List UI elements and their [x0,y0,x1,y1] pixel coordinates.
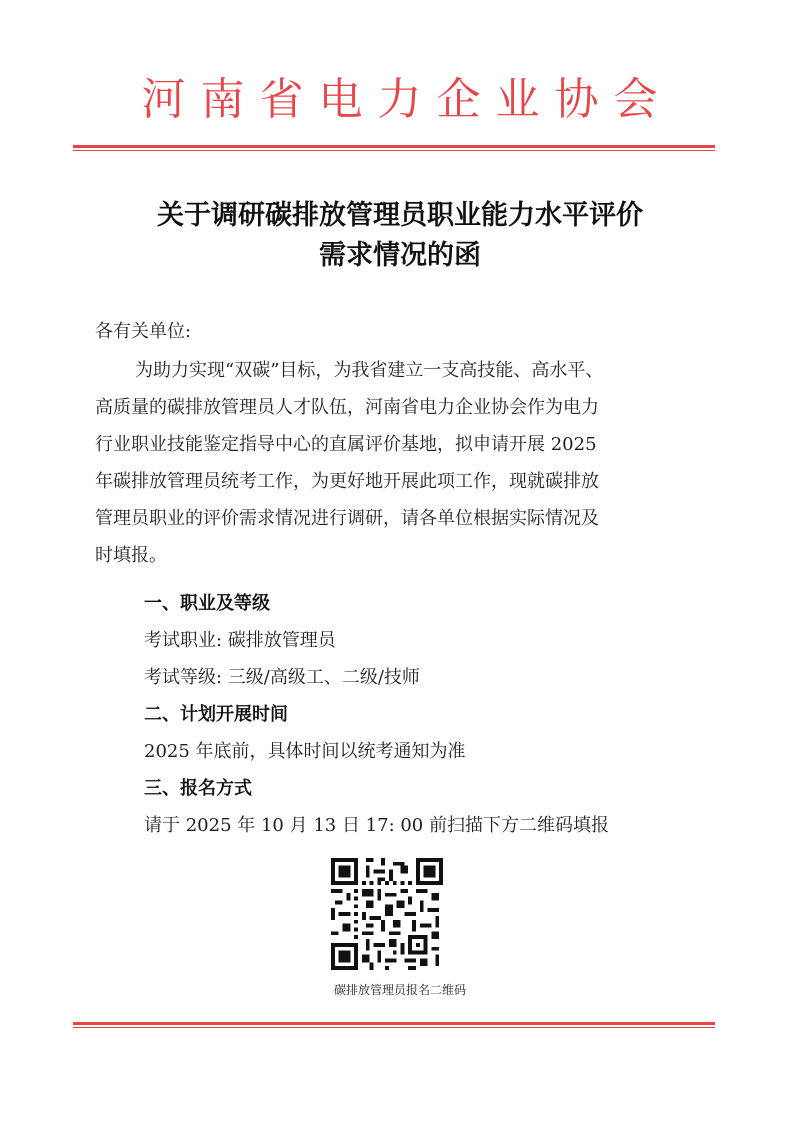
exam-level: 考试等级: 三级/高级工、二级/技师 [144,667,420,688]
body-paragraph [95,352,707,574]
salutation: 各有关单位: [95,321,192,342]
body-line: 管理员职业的评价需求情况进行调研，请各单位根据实际情况及 [95,508,599,529]
body-line: 年碳排放管理员统考工作，为更好地开展此项工作，现就碳排放 [95,471,599,492]
registration-text: 请于 2025 年 10 月 13 日 17: 00 前扫描下方二维码填报 [144,815,609,836]
exam-occupation: 考试职业: 碳排放管理员 [144,630,336,651]
body-line: 行业职业技能鉴定指导中心的直属评价基地，拟申请开展 2025 [95,434,597,455]
header-divider [73,145,715,151]
section-heading-occupation: 一、职业及等级 [144,593,270,614]
body-line: 为助力实现“双碳”目标，为我省建立一支高技能、高水平、 [135,360,604,381]
footer-divider [73,1022,715,1028]
body-line: 高质量的碳排放管理员人才队伍，河南省电力企业协会作为电力 [95,397,599,418]
body-line: 时填报。 [95,545,167,566]
document-title [0,196,800,276]
org-letterhead: 河南省电力企业协会 [141,74,673,125]
schedule-text: 2025 年底前，具体时间以统考通知为准 [144,741,466,762]
section-heading-schedule: 二、计划开展时间 [144,704,288,725]
section-heading-registration: 三、报名方式 [144,778,252,799]
registration-qr-code[interactable] [331,858,443,970]
title-line-2: 需求情况的函 [319,240,481,271]
qr-caption: 碳排放管理员报名二维码 [333,983,466,997]
title-line-1: 关于调研碳排放管理员职业能力水平评价 [157,200,643,231]
